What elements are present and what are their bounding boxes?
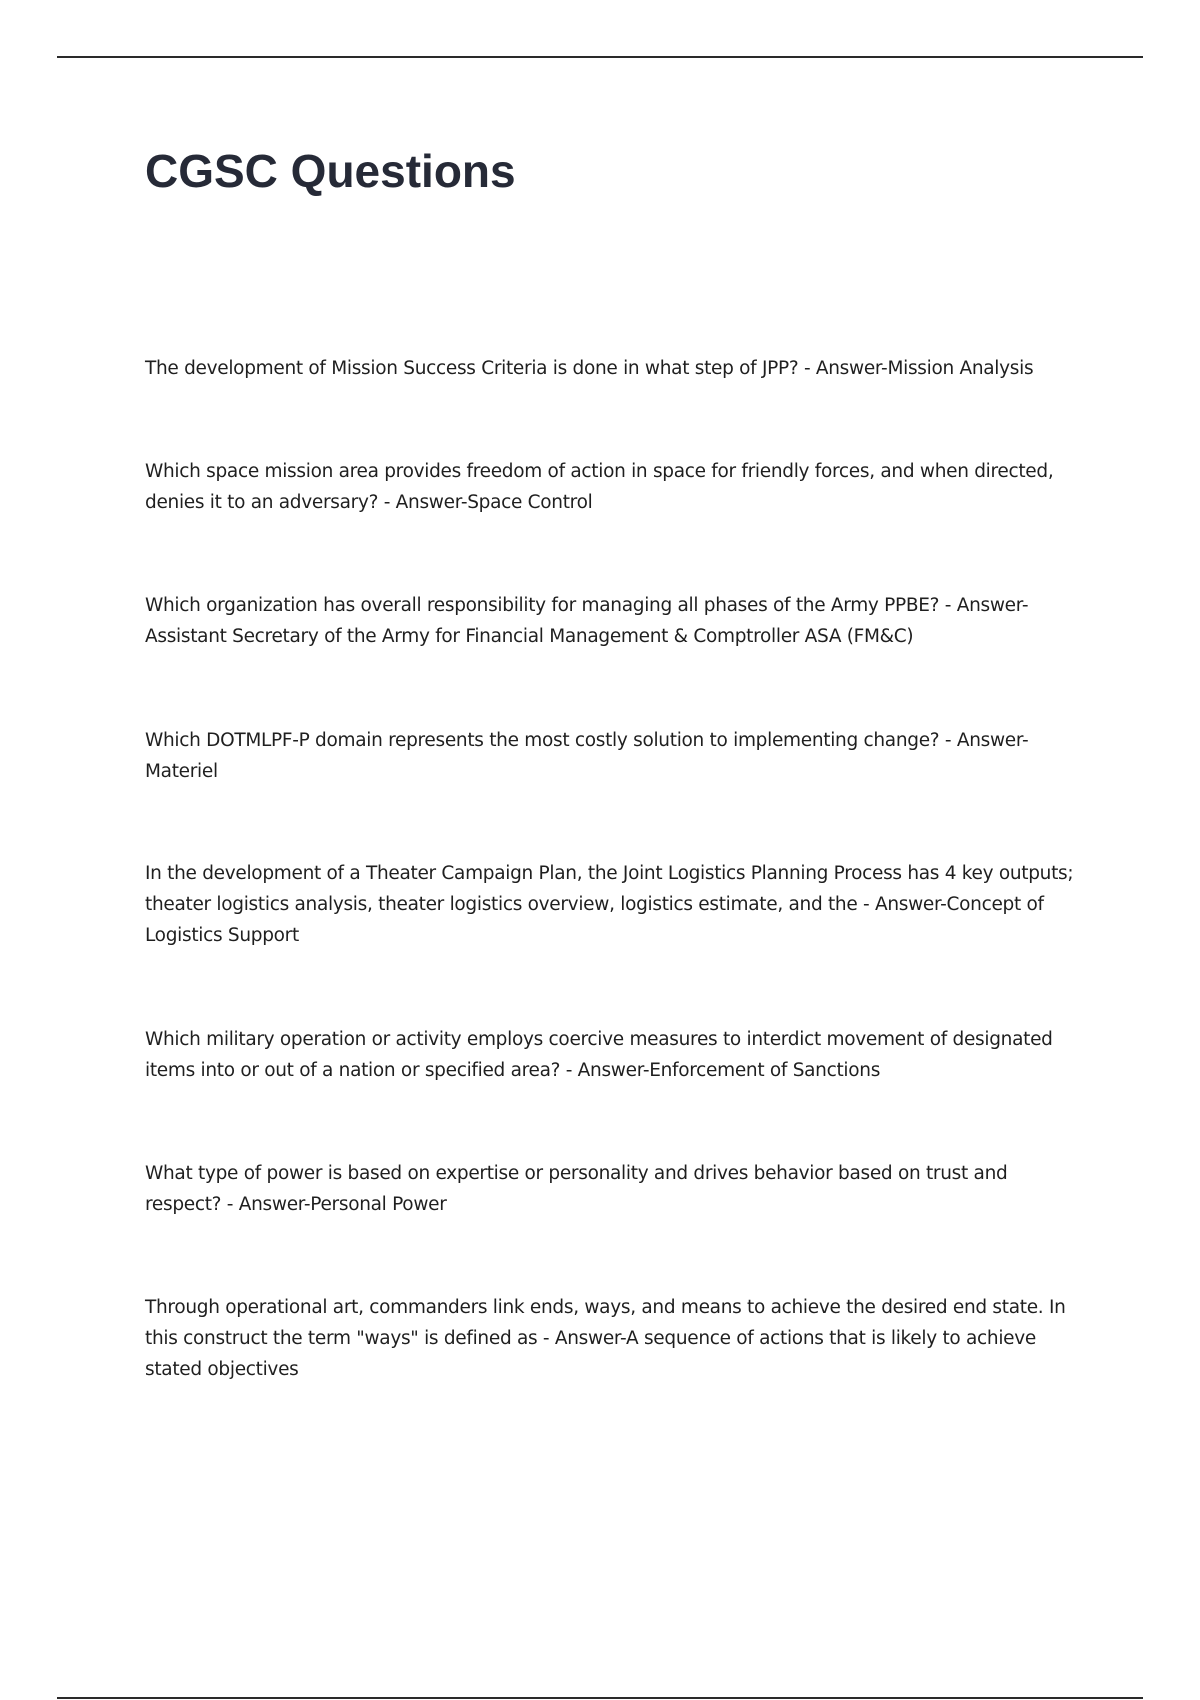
- answer-text: A sequence of actions that is likely to achieve stated objectives: [145, 1328, 1036, 1380]
- answer-separator: - Answer-: [560, 1060, 650, 1081]
- answer-separator: - Answer-: [939, 730, 1029, 751]
- question-text: What type of power is based on expertise or personality and drives behavior based on trust and respect?: [145, 1163, 1008, 1215]
- qa-item-3: [145, 590, 1075, 652]
- qa-item-5: [145, 858, 1075, 951]
- question-text: In the development of a Theater Campaign Plan, the Joint Logistics Planning Process has 4 key outputs; theater logistics analysis, theater logistics overview, logistics estimate, and the: [145, 863, 1074, 915]
- answer-text: Personal Power: [310, 1194, 447, 1215]
- answer-text: Assistant Secretary of the Army for Financial Management & Comptroller ASA (FM&C): [145, 626, 914, 647]
- answer-text: Concept of Logistics Support: [145, 894, 1044, 946]
- top-divider: [57, 56, 1143, 58]
- qa-item-2: [145, 456, 1075, 518]
- qa-item-4: [145, 725, 1075, 787]
- qa-item-1: [145, 353, 1075, 384]
- bottom-divider: [57, 1697, 1143, 1699]
- answer-separator: - Answer-: [798, 358, 888, 379]
- answer-separator: - Answer-: [537, 1328, 627, 1349]
- qa-item-8: [145, 1292, 1075, 1385]
- answer-separator: - Answer-: [939, 595, 1028, 616]
- question-text: The development of Mission Success Criteria is done in what step of JPP?: [145, 358, 799, 379]
- question-text: Which military operation or activity employs coercive measures to interdict movement of designated items into or out of a nation or specified area?: [145, 1029, 1053, 1081]
- qa-item-7: [145, 1158, 1075, 1220]
- answer-separator: - Answer-: [378, 492, 468, 513]
- question-text: Which organization has overall responsibility for managing all phases of the Army PPBE?: [145, 595, 940, 616]
- answer-text: Enforcement of Sanctions: [649, 1060, 881, 1081]
- answer-text: Mission Analysis: [887, 358, 1034, 379]
- qa-item-6: [145, 1024, 1075, 1086]
- answer-separator: - Answer-: [221, 1194, 311, 1215]
- question-text: Which DOTMLPF-P domain represents the most costly solution to implementing change?: [145, 730, 940, 751]
- answer-text: Materiel: [145, 761, 218, 782]
- page-title: CGSC Questions: [145, 145, 516, 197]
- answer-text: Space Control: [467, 492, 593, 513]
- answer-separator: - Answer-: [857, 894, 947, 915]
- question-text: Which space mission area provides freedom of action in space for friendly forces, and when directed, denies it to an adversary?: [145, 461, 1054, 513]
- question-text: Through operational art, commanders link ends, ways, and means to achieve the desired end state. In this construct the term "ways" is defined as: [145, 1297, 1066, 1349]
